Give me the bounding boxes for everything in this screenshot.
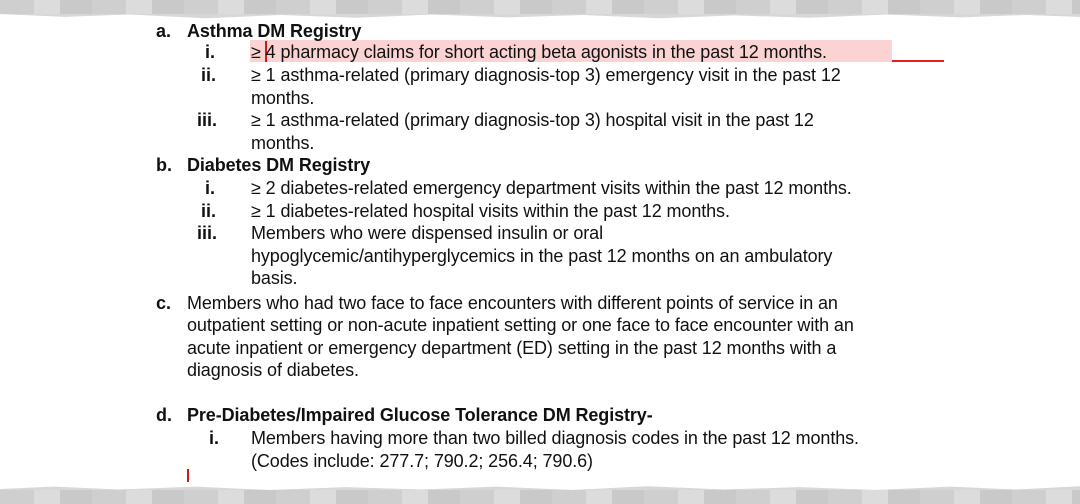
section-c-line-4: diagnosis of diabetes.	[187, 360, 359, 380]
section-c-line-2: outpatient setting or non-acute inpatient setting or one face to face encounter with an	[187, 315, 854, 335]
section-d-item-1-line-2: (Codes include: 277.7; 790.2; 256.4; 790.6)	[251, 451, 593, 471]
section-b-item-1-marker: i.	[205, 178, 216, 198]
section-b-item-3-marker: iii.	[197, 223, 218, 243]
section-d-item-1-line-1: Members having more than two billed diagnosis codes in the past 12 months.	[251, 428, 859, 448]
section-b-item-3-line-1: Members who were dispensed insulin or oral	[251, 223, 603, 243]
section-c-line-3: acute inpatient or emergency department (ED) setting in the past 12 months with a	[187, 338, 837, 358]
torn-edge-bottom	[0, 490, 1080, 504]
section-a-item-2-line-1: ≥ 1 asthma-related (primary diagnosis-top 3) emergency visit in the past 12	[251, 65, 841, 85]
section-b-marker: b.	[156, 155, 172, 175]
section-a-item-3-line-1: ≥ 1 asthma-related (primary diagnosis-top 3) hospital visit in the past 12	[251, 110, 814, 130]
revision-mark	[187, 469, 189, 482]
section-a-item-2-line-2: months.	[251, 88, 315, 108]
section-c-line-1: Members who had two face to face encounters with different points of service in an	[187, 293, 838, 313]
section-d-title: Pre-Diabetes/Impaired Glucose Tolerance DM Registry-	[187, 405, 653, 425]
section-a-marker: a.	[156, 21, 172, 41]
torn-edge-top	[0, 0, 1080, 14]
section-b-item-3-line-2: hypoglycemic/antihyperglycemics in the past 12 months on an ambulatory	[251, 246, 833, 266]
section-a-title: Asthma DM Registry	[187, 21, 362, 41]
revision-underline	[892, 60, 944, 62]
section-b-item-1-text: ≥ 2 diabetes-related emergency department visits within the past 12 months.	[251, 178, 852, 198]
section-b-item-2-marker: ii.	[201, 201, 217, 221]
section-c-marker: c.	[156, 293, 172, 313]
section-b-item-3-line-3: basis.	[251, 268, 298, 288]
section-a-item-2-marker: ii.	[201, 65, 217, 85]
section-a-item-1-marker: i.	[205, 42, 216, 62]
section-a-item-1-text: ≥ 4 pharmacy claims for short acting beta agonists in the past 12 months.	[251, 42, 827, 62]
section-b-title: Diabetes DM Registry	[187, 155, 371, 175]
section-a-item-3-marker: iii.	[197, 110, 218, 130]
section-a-item-3-line-2: months.	[251, 133, 315, 153]
section-d-marker: d.	[156, 405, 172, 425]
section-b-item-2-text: ≥ 1 diabetes-related hospital visits within the past 12 months.	[251, 201, 730, 221]
section-d-item-1-marker: i.	[209, 428, 220, 448]
